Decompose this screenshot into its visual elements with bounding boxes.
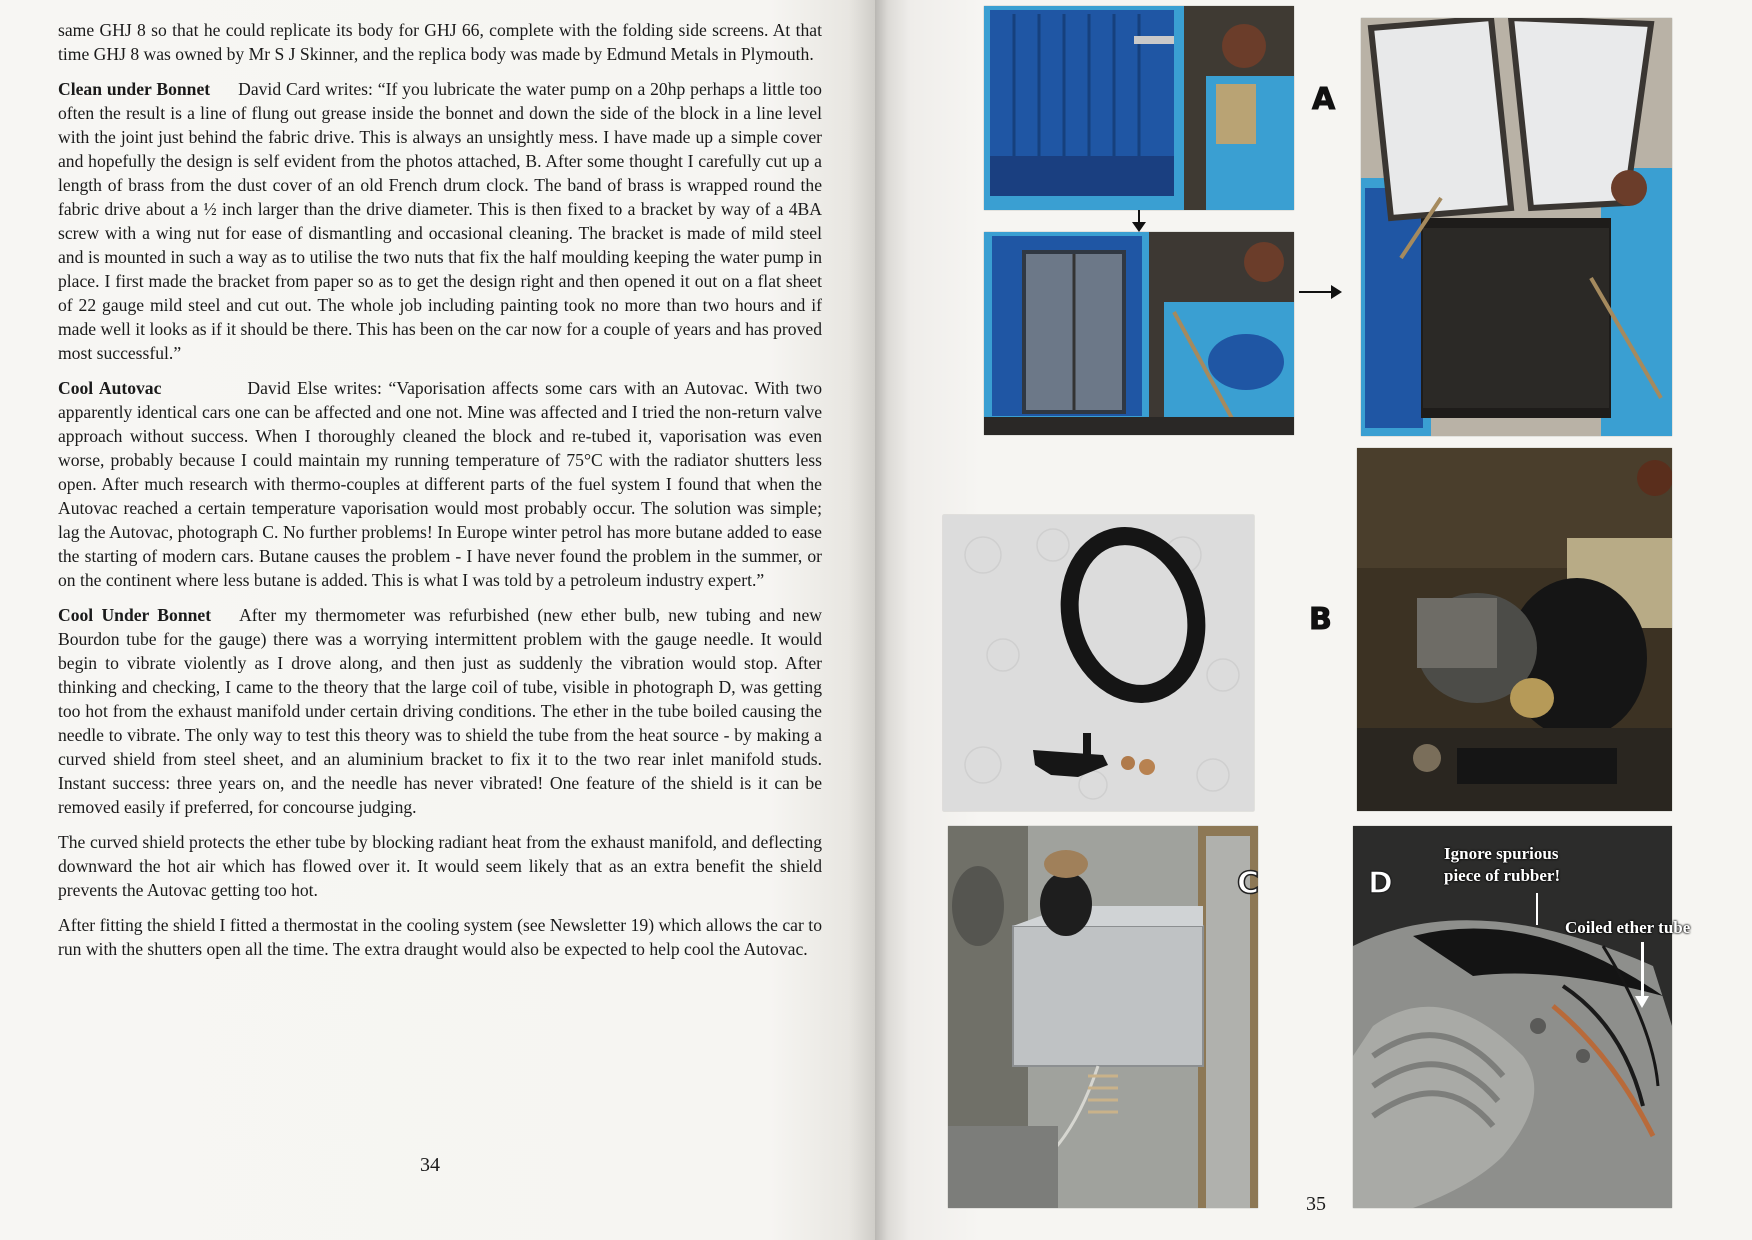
paragraph-cool-under-bonnet: Cool Under Bonnet After my thermometer was refurbished (new ether bulb, new tubing and new Bourdon tube for the gauge) there was a worrying intermittent problem with the gauge needle. It would begin to vibrate violently as I drove along, and then just as suddenly the vibration would stop. After thinking and checking, I came to the theory that the large coil of tube, visible in photograph D, was getting too hot from the exhaust manifold under certain driving conditions. The ether in the tube boiled causing the needle to vibrate. The only way to test this theory was to shield the tube from the heat source - by making a curved shield from steel sheet, and an aluminium bracket to fix it to the two rear inlet manifold studs. Instant success: three years on, and the needle has never vibrated! One feature of the shield is it can be removed easily if preferred, for concourse judging. — [58, 605, 822, 817]
label-a: A — [1312, 82, 1336, 117]
paragraph-cool-autovac: Cool Autovac David Else writes: “Vaporisation affects some cars with an Autovac. With two apparently identical cars one can be affected and one not. Mine was affected and I tried the non-return valve approach without success. When I thoroughly cleaned the block and re-tubed it, vaporisation was even worse, probably because I could maintain my running temperature of 75°C with the radiator shutters less open. After much research with thermo-couples at different parts of the fuel system I found that when the Autovac reached a certain temperature vaporisation would most probably occur. The solution was simple; lag the Autovac, photograph C. No further problems! In Europe winter petrol has more butane added to ease the starting of modern cars. Butane causes the problem - I have never found the problem in the summer, or on the continent where less butane is added. This is what I was told by a petroleum industry expert.” — [58, 378, 822, 590]
arrow-right-head — [1331, 285, 1342, 299]
arrow-down-head — [1132, 222, 1146, 232]
paragraph-clean-under-bonnet: Clean under Bonnet David Card writes: “If you lubricate the water pump on a 20hp perhaps a little too often the result is a line of flung out grease inside the bonnet and down the side of the block in a line level with the joint just behind the fabric drive. This is always an unsightly mess. I have made up a simple cover and hopefully the design is self evident from the photos attached, B. After some thought I carefully cut up a length of brass from the dust cover of an old French drum clock. The band of brass is wrapped round the fabric drive about a ½ inch larger than the drive diameter. This is then fixed to a bracket by way of a 4BA screw with a wing nut for ease of dismantling and occasional cleaning. The bracket is made of mild steel and is mounted in such a way as to utilise the two nuts that fix the half moulding keeping the water pump in place. I first made the bracket from paper so as to get the design right and then opened it out on a flat sheet of 22 gauge mild steel and cut out. The whole job including painting took no more than two hours and if made well it looks as if it should be there. This has been on the car now for a couple of years and has proved most successful.” — [58, 79, 822, 363]
label-b: B — [1309, 602, 1332, 637]
photo-a-door-open — [984, 6, 1294, 210]
annotation-spurious-rubber: Ignore spurious piece of rubber! — [1444, 844, 1561, 885]
annotation-coiled-ether-tube: Coiled ether tube — [1565, 918, 1691, 937]
paragraph-intro: same GHJ 8 so that he could replicate its body for GHJ 66, complete with the folding side screens. At that time GHJ 8 was owned by Mr S J Skinner, and the replica body was made by Edmund Metals in Plymouth. — [58, 20, 822, 64]
annotation-arrow-rubber — [1536, 893, 1538, 925]
label-c: C — [1237, 866, 1260, 901]
photo-a-screen-folding — [984, 232, 1294, 435]
article-text — [58, 18, 822, 972]
page-number: 34 — [420, 1154, 440, 1176]
photo-b-shield-parts — [943, 515, 1254, 811]
section-heading: Cool Autovac — [58, 378, 162, 398]
left-page — [0, 0, 875, 1240]
annotation-arrow-tube — [1641, 942, 1644, 1000]
arrow-right — [1299, 291, 1333, 293]
annotation-arrow-tube-head — [1635, 996, 1649, 1008]
page-number: 35 — [1306, 1193, 1326, 1215]
section-heading: Clean under Bonnet — [58, 79, 211, 99]
photo-a-screen-stowed — [1361, 18, 1672, 436]
section-heading: Cool Under Bonnet — [58, 605, 212, 625]
photo-c-autovac — [948, 826, 1258, 1208]
paragraph-curved-shield: The curved shield protects the ether tube by blocking radiant heat from the exhaust manifold, and deflecting downward the hot air which has flowed over it. It would seem likely that as an extra benefit the shield prevents the Autovac getting too hot. — [58, 832, 822, 900]
right-page — [875, 0, 1752, 1240]
paragraph-thermostat: After fitting the shield I fitted a thermostat in the cooling system (see Newsletter 19) which allows the car to run with the shutters open all the time. The extra draught would also be expected to help cool the Autovac. — [58, 915, 822, 959]
photo-b-shield-fitted — [1357, 448, 1672, 811]
label-d: D — [1368, 866, 1393, 901]
